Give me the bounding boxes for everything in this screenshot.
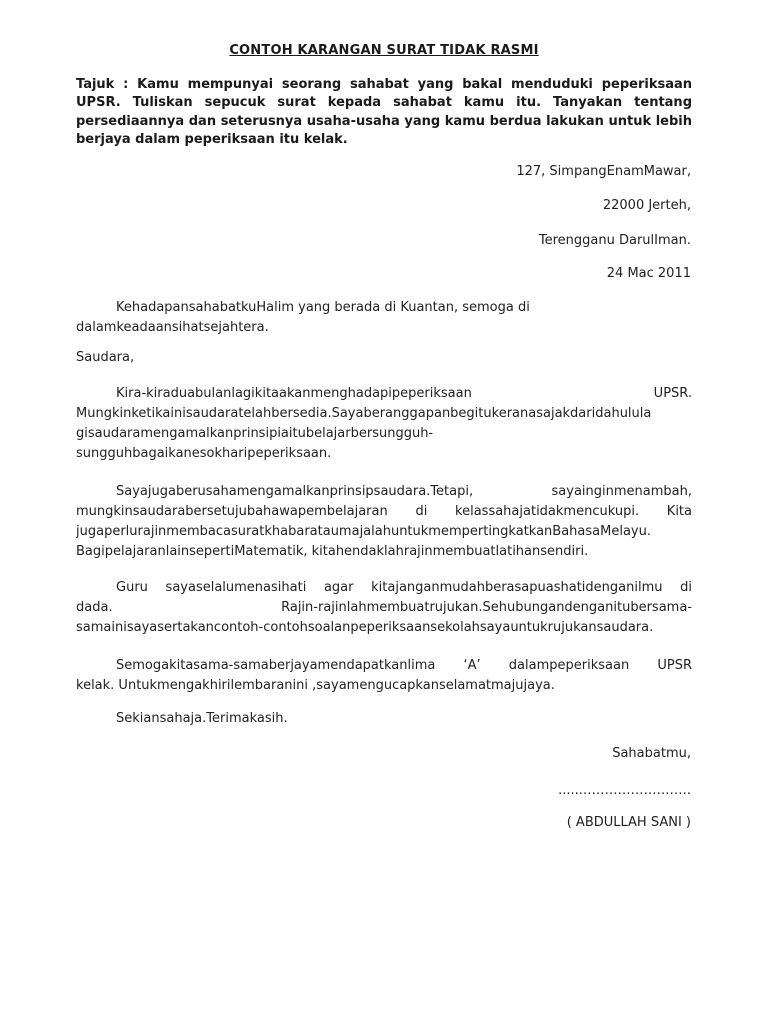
- p4-line-1: Semogakitasama-samaberjayamendapatkanlima ‘A’ dalampeperiksaan UPSR: [116, 658, 692, 673]
- tajuk-prompt: Tajuk : Kamu mempunyai seorang sahabat yang bakal menduduki peperiksaan UPSR. Tuliskan sepucuk surat kepada sahabat kamu itu. Tanyakan tentang persediaannya dan seterusnya usaha-usaha yang kamu berdua lakukan untuk lebih berjaya dalam peperiksaan itu kelak.: [76, 77, 692, 147]
- p2-line-2: mungkinsaudarabersetujubahawapembelajaran di kelassahajatidakmencukupi. Kita: [76, 504, 692, 519]
- p2-line-1: Sayajugaberusahamengamalkanprinsipsaudara.Tetapi, sayainginmenambah,: [116, 484, 692, 499]
- paragraph-3: [76, 578, 692, 638]
- opening-line-1: KehadapansahabatkuHalim yang berada di Kuantan, semoga di: [116, 300, 530, 315]
- p1-line-2: Mungkinketikainisaudaratelahbersedia.Sayaberanggapanbegitukeranasajakdaridahulula: [76, 406, 652, 421]
- p3-line-1: Guru sayaselalumenasihati agar kitajanganmudahberasapuashatidenganilmu di: [116, 580, 692, 595]
- p4-line-2: kelak. Untukmengakhirilembaranini ,sayamengucapkanselamatmajujaya.: [76, 678, 555, 693]
- p1-line-4: sungguhbagaikanesokharipeperiksaan.: [76, 446, 332, 461]
- closing-line: Sekiansahaja.Terimakasih.: [116, 711, 288, 726]
- p3-line-3: samainisayasertakancontoh-contohsoalanpeperiksaansekolahsayauntukrujukansaudara.: [76, 620, 654, 635]
- salutation: Saudara,: [76, 350, 135, 365]
- opening-line-2: dalamkeadaansihatsejahtera.: [76, 320, 269, 335]
- paragraph-2: [76, 482, 692, 562]
- address-line-1: 127, SimpangEnamMawar,: [516, 164, 691, 179]
- letter-date: 24 Mac 2011: [606, 266, 691, 281]
- sender-name: ( ABDULLAH SANI ): [566, 815, 691, 830]
- p1-line-1: Kira-kiraduabulanlagikitaakanmenghadapipeperiksaan UPSR.: [116, 386, 692, 401]
- paragraph-4: [76, 656, 692, 696]
- signature-line: ......…………………….: [558, 783, 691, 798]
- address-line-2: 22000 Jerteh,: [602, 198, 691, 213]
- paragraph-1: [76, 384, 692, 464]
- p3-line-2: dada. Rajin-rajinlahmembuatrujukan.Sehubungandenganitubersama-: [76, 600, 692, 615]
- p1-line-3: gisaudaramengamalkanprinsipiaitubelajarbersungguh-: [76, 426, 434, 441]
- signoff: Sahabatmu,: [612, 746, 691, 761]
- p2-line-4: BagipelajaranlainsepertiMatematik, kitahendaklahrajinmembuatlatihansendiri.: [76, 544, 589, 559]
- p2-line-3: jugaperlurajinmembacasuratkhabarataumajalahuntukmempertingkatkanBahasaMelayu.: [76, 524, 651, 539]
- opening-paragraph: [76, 298, 692, 338]
- address-line-3: Terengganu DarulIman.: [538, 233, 691, 248]
- document-title: CONTOH KARANGAN SURAT TIDAK RASMI: [229, 43, 539, 58]
